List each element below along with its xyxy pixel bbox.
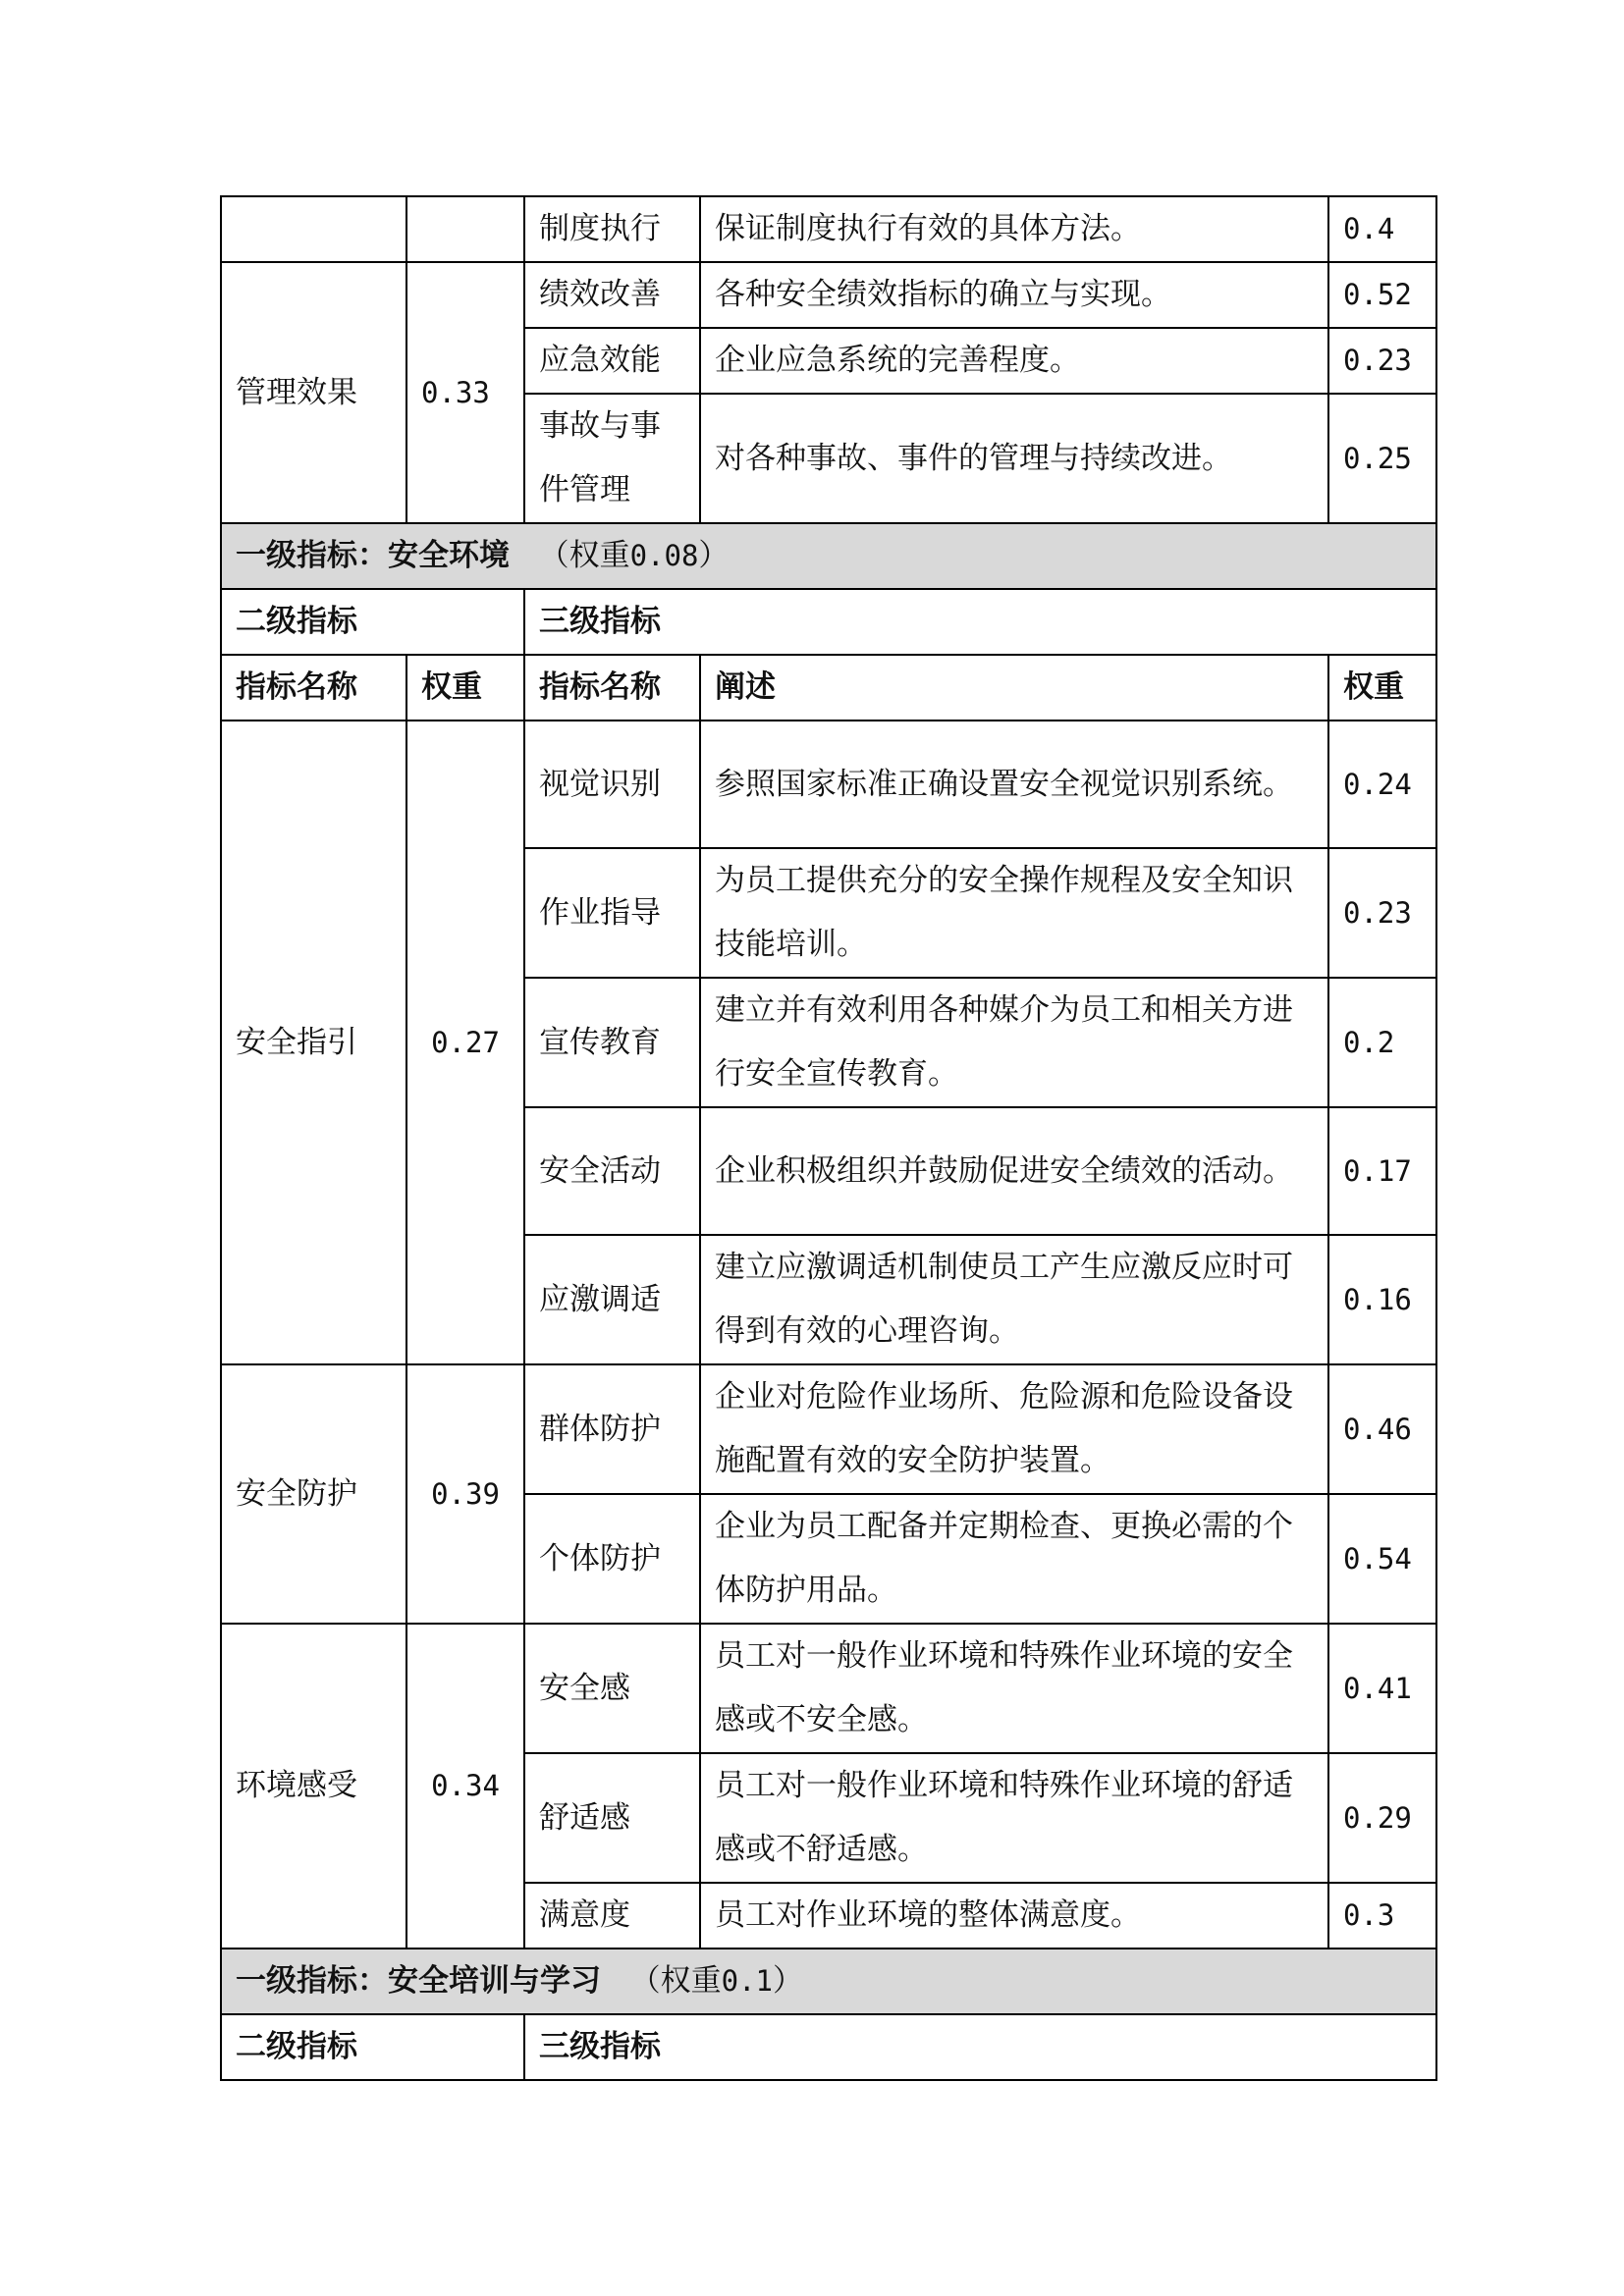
level2-name: 环境感受 xyxy=(221,1624,406,1949)
level2-weight: 0.27 xyxy=(406,721,524,1364)
indicator-desc: 对各种事故、事件的管理与持续改进。 xyxy=(700,394,1328,523)
empty-cell xyxy=(406,196,524,262)
level1-section-cell xyxy=(221,523,1436,589)
table-row xyxy=(221,262,1436,328)
level2-header: 二级指标 xyxy=(221,589,524,655)
indicator-name: 个体防护 xyxy=(524,1494,700,1624)
indicator-desc: 员工对一般作业环境和特殊作业环境的安全感或不安全感。 xyxy=(700,1624,1328,1753)
table-row xyxy=(221,196,1436,262)
indicator-weight: 0.2 xyxy=(1328,978,1436,1107)
indicator-weight: 0.24 xyxy=(1328,721,1436,848)
indicator-name: 应激调适 xyxy=(524,1235,700,1364)
indicator-name: 事故与事件管理 xyxy=(524,394,700,523)
table-row xyxy=(221,1624,1436,1753)
indicator-name: 视觉识别 xyxy=(524,721,700,848)
header-row xyxy=(221,655,1436,721)
indicator-weight: 0.41 xyxy=(1328,1624,1436,1753)
indicator-desc: 企业为员工配备并定期检查、更换必需的个体防护用品。 xyxy=(700,1494,1328,1624)
indicator-name: 舒适感 xyxy=(524,1753,700,1883)
indicator-weight: 0.54 xyxy=(1328,1494,1436,1624)
level3-header: 三级指标 xyxy=(524,2014,1436,2080)
indicator-table xyxy=(220,195,1437,2081)
indicator-weight: 0.25 xyxy=(1328,394,1436,523)
level2-name: 安全防护 xyxy=(221,1364,406,1624)
col-header-name: 指标名称 xyxy=(221,655,406,721)
header-row xyxy=(221,589,1436,655)
col-header-weight3: 权重 xyxy=(1328,655,1436,721)
level1-section-row xyxy=(221,1949,1436,2014)
level1-section-label: 一级指标：安全环境 xyxy=(236,538,510,573)
empty-cell xyxy=(221,196,406,262)
level2-header: 二级指标 xyxy=(221,2014,524,2080)
indicator-desc: 企业积极组织并鼓励促进安全绩效的活动。 xyxy=(700,1107,1328,1235)
indicator-desc: 员工对作业环境的整体满意度。 xyxy=(700,1883,1328,1949)
col-header-weight: 权重 xyxy=(406,655,524,721)
table-row xyxy=(221,1364,1436,1494)
indicator-name: 宣传教育 xyxy=(524,978,700,1107)
table-row xyxy=(221,721,1436,848)
indicator-desc: 建立应激调适机制使员工产生应激反应时可得到有效的心理咨询。 xyxy=(700,1235,1328,1364)
level2-weight: 0.34 xyxy=(406,1624,524,1949)
indicator-desc: 参照国家标准正确设置安全视觉识别系统。 xyxy=(700,721,1328,848)
indicator-name: 满意度 xyxy=(524,1883,700,1949)
indicator-desc: 保证制度执行有效的具体方法。 xyxy=(700,196,1328,262)
indicator-weight: 0.16 xyxy=(1328,1235,1436,1364)
level1-section-row xyxy=(221,523,1436,589)
level1-section-label: 一级指标：安全培训与学习 xyxy=(236,1963,601,1999)
indicator-desc: 为员工提供充分的安全操作规程及安全知识技能培训。 xyxy=(700,848,1328,978)
indicator-weight: 0.4 xyxy=(1328,196,1436,262)
level1-section-cell xyxy=(221,1949,1436,2014)
col-header-name3: 指标名称 xyxy=(524,655,700,721)
level3-header: 三级指标 xyxy=(524,589,1436,655)
indicator-desc: 建立并有效利用各种媒介为员工和相关方进行安全宣传教育。 xyxy=(700,978,1328,1107)
indicator-weight: 0.23 xyxy=(1328,848,1436,978)
col-header-desc: 阐述 xyxy=(700,655,1328,721)
indicator-name: 作业指导 xyxy=(524,848,700,978)
indicator-name: 应急效能 xyxy=(524,328,700,394)
indicator-weight: 0.3 xyxy=(1328,1883,1436,1949)
indicator-desc: 各种安全绩效指标的确立与实现。 xyxy=(700,262,1328,328)
indicator-weight: 0.52 xyxy=(1328,262,1436,328)
level1-section-weight: （权重0.08） xyxy=(538,538,730,573)
indicator-desc: 企业对危险作业场所、危险源和危险设备设施配置有效的安全防护装置。 xyxy=(700,1364,1328,1494)
level2-weight: 0.33 xyxy=(406,262,524,523)
indicator-weight: 0.46 xyxy=(1328,1364,1436,1494)
indicator-name: 安全感 xyxy=(524,1624,700,1753)
indicator-name: 绩效改善 xyxy=(524,262,700,328)
level2-weight: 0.39 xyxy=(406,1364,524,1624)
level1-section-weight: （权重0.1） xyxy=(629,1963,803,1999)
indicator-name: 群体防护 xyxy=(524,1364,700,1494)
header-row xyxy=(221,2014,1436,2080)
indicator-name: 安全活动 xyxy=(524,1107,700,1235)
indicator-desc: 企业应急系统的完善程度。 xyxy=(700,328,1328,394)
indicator-desc: 员工对一般作业环境和特殊作业环境的舒适感或不舒适感。 xyxy=(700,1753,1328,1883)
level2-name: 管理效果 xyxy=(221,262,406,523)
indicator-weight: 0.23 xyxy=(1328,328,1436,394)
indicator-weight: 0.29 xyxy=(1328,1753,1436,1883)
level2-name: 安全指引 xyxy=(221,721,406,1364)
indicator-name: 制度执行 xyxy=(524,196,700,262)
indicator-weight: 0.17 xyxy=(1328,1107,1436,1235)
